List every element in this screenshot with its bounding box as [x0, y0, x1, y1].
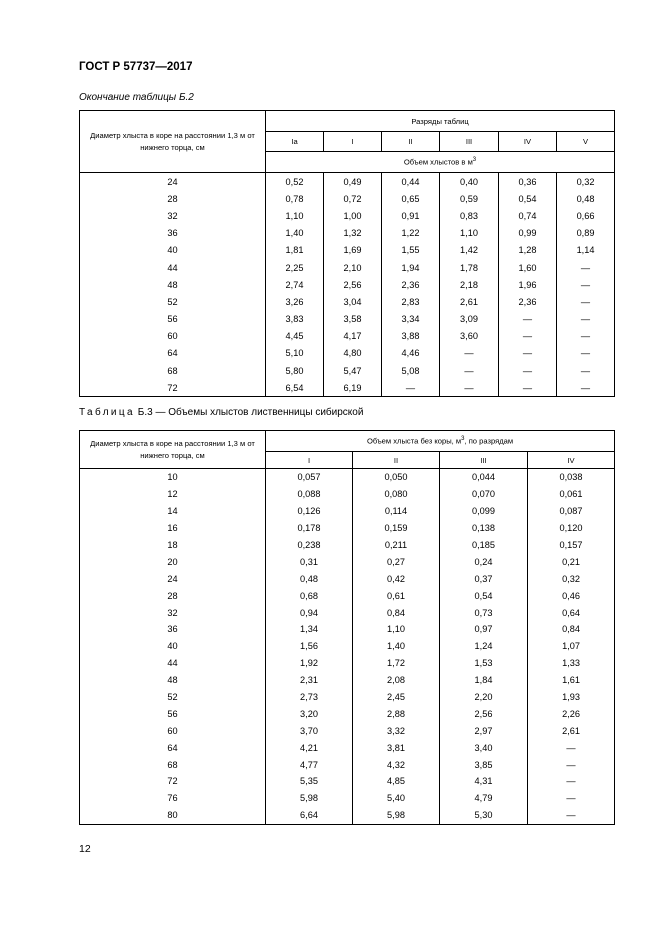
table-row	[80, 672, 615, 689]
value-cell: 3,88	[382, 328, 440, 345]
value-cell: 5,10	[266, 345, 324, 362]
value-cell: 2,36	[382, 276, 440, 293]
table-row	[80, 225, 615, 242]
table-row	[80, 705, 615, 722]
value-cell: 0,99	[499, 225, 557, 242]
volume-group-header: Объем хлыста без коры, $м^3$, по разрядам	[266, 431, 615, 452]
diameter-cell: 56	[80, 705, 266, 722]
column-header: III	[440, 132, 499, 152]
value-cell: —	[440, 345, 499, 362]
diameter-cell: 64	[80, 345, 266, 362]
table-row	[80, 173, 615, 191]
diameter-cell: 48	[80, 672, 266, 689]
value-cell: —	[499, 362, 557, 379]
value-cell: 4,85	[353, 773, 440, 790]
value-cell: —	[557, 293, 615, 310]
table-row	[80, 486, 615, 503]
diameter-cell: 52	[80, 293, 266, 310]
value-cell: 0,088	[266, 486, 353, 503]
table-row	[80, 328, 615, 345]
value-cell: 5,80	[266, 362, 324, 379]
diameter-cell: 36	[80, 225, 266, 242]
value-cell: —	[557, 345, 615, 362]
diameter-cell: 32	[80, 207, 266, 224]
value-cell: 0,37	[440, 570, 528, 587]
value-cell: 0,89	[557, 225, 615, 242]
value-cell: 0,48	[557, 190, 615, 207]
value-cell: 0,211	[353, 537, 440, 554]
value-cell: 2,83	[382, 293, 440, 310]
value-cell: 0,31	[266, 553, 353, 570]
value-cell: 1,10	[353, 621, 440, 638]
diameter-cell: 68	[80, 362, 266, 379]
value-cell: 1,07	[528, 638, 615, 655]
value-cell: —	[557, 328, 615, 345]
value-cell: 1,24	[440, 638, 528, 655]
table-row	[80, 276, 615, 293]
diameter-cell: 60	[80, 722, 266, 739]
value-cell: 0,64	[528, 604, 615, 621]
table-b3	[79, 430, 615, 825]
value-cell: —	[528, 807, 615, 824]
value-cell: 5,08	[382, 362, 440, 379]
value-cell: 3,09	[440, 311, 499, 328]
value-cell: 0,120	[528, 520, 615, 537]
value-cell: 4,21	[266, 739, 353, 756]
value-cell: 3,70	[266, 722, 353, 739]
value-cell: 2,25	[266, 259, 324, 276]
value-cell: 3,26	[266, 293, 324, 310]
value-cell: 4,17	[324, 328, 382, 345]
value-cell: 0,159	[353, 520, 440, 537]
value-cell: 2,18	[440, 276, 499, 293]
diameter-cell: 28	[80, 190, 266, 207]
table-row	[80, 379, 615, 397]
table-row	[80, 655, 615, 672]
value-cell: 1,55	[382, 242, 440, 259]
table-row	[80, 790, 615, 807]
diameter-cell: 72	[80, 773, 266, 790]
diameter-cell: 16	[80, 520, 266, 537]
table-row	[80, 689, 615, 706]
table-row	[80, 345, 615, 362]
value-cell: 0,157	[528, 537, 615, 554]
value-cell: 5,98	[353, 807, 440, 824]
value-cell: 4,46	[382, 345, 440, 362]
value-cell: 1,81	[266, 242, 324, 259]
page-number: 12	[79, 843, 91, 855]
value-cell: —	[557, 276, 615, 293]
value-cell: 0,24	[440, 553, 528, 570]
column-header: V	[557, 132, 615, 152]
table-row	[80, 469, 615, 486]
value-cell: 2,10	[324, 259, 382, 276]
diameter-cell: 80	[80, 807, 266, 824]
table-row	[80, 537, 615, 554]
value-cell: 0,080	[353, 486, 440, 503]
diameter-cell: 40	[80, 242, 266, 259]
value-cell: 0,59	[440, 190, 499, 207]
column-header: I	[266, 452, 353, 469]
value-cell: 4,77	[266, 756, 353, 773]
value-cell: 0,32	[528, 570, 615, 587]
value-cell: 0,52	[266, 173, 324, 191]
column-header: Ia	[266, 132, 324, 152]
value-cell: 0,91	[382, 207, 440, 224]
value-cell: —	[440, 362, 499, 379]
value-cell: 3,60	[440, 328, 499, 345]
value-cell: 0,42	[353, 570, 440, 587]
value-cell: 2,20	[440, 689, 528, 706]
value-cell: 0,126	[266, 503, 353, 520]
value-cell: —	[528, 739, 615, 756]
value-cell: 0,061	[528, 486, 615, 503]
table-row	[80, 570, 615, 587]
diameter-cell: 56	[80, 311, 266, 328]
value-cell: 5,40	[353, 790, 440, 807]
value-cell: 0,73	[440, 604, 528, 621]
value-cell: —	[528, 790, 615, 807]
value-cell: 1,22	[382, 225, 440, 242]
diameter-cell: 72	[80, 379, 266, 397]
value-cell: 0,54	[440, 587, 528, 604]
table-row	[80, 604, 615, 621]
value-cell: 1,00	[324, 207, 382, 224]
value-cell: 3,32	[353, 722, 440, 739]
value-cell: 0,114	[353, 503, 440, 520]
value-cell: 6,54	[266, 379, 324, 397]
value-cell: 0,84	[528, 621, 615, 638]
value-cell: 0,48	[266, 570, 353, 587]
column-header: IV	[528, 452, 615, 469]
value-cell: 0,54	[499, 190, 557, 207]
value-cell: 5,47	[324, 362, 382, 379]
value-cell: 1,28	[499, 242, 557, 259]
value-cell: 0,65	[382, 190, 440, 207]
table-row	[80, 242, 615, 259]
diameter-header: Диаметр хлыста в коре на расстоянии 1,3 м от нижнего торца, см	[80, 111, 266, 173]
value-cell: 0,74	[499, 207, 557, 224]
diameter-cell: 60	[80, 328, 266, 345]
value-cell: 1,61	[528, 672, 615, 689]
table-row	[80, 293, 615, 310]
value-cell: 0,087	[528, 503, 615, 520]
value-cell: 1,72	[353, 655, 440, 672]
diameter-cell: 44	[80, 655, 266, 672]
value-cell: 0,32	[557, 173, 615, 191]
value-cell: 2,56	[440, 705, 528, 722]
value-cell: 0,72	[324, 190, 382, 207]
diameter-cell: 18	[80, 537, 266, 554]
value-cell: 0,68	[266, 587, 353, 604]
value-cell: 1,10	[440, 225, 499, 242]
value-cell: 0,84	[353, 604, 440, 621]
value-cell: —	[528, 773, 615, 790]
value-cell: 5,35	[266, 773, 353, 790]
column-header: III	[440, 452, 528, 469]
value-cell: 0,78	[266, 190, 324, 207]
diameter-cell: 24	[80, 570, 266, 587]
value-cell: 1,56	[266, 638, 353, 655]
value-cell: 1,53	[440, 655, 528, 672]
diameter-cell: 76	[80, 790, 266, 807]
document-code: ГОСТ Р 57737—2017	[79, 61, 193, 73]
column-header: II	[382, 132, 440, 152]
value-cell: —	[499, 379, 557, 397]
diameter-cell: 14	[80, 503, 266, 520]
diameter-cell: 64	[80, 739, 266, 756]
value-cell: 3,20	[266, 705, 353, 722]
value-cell: 0,099	[440, 503, 528, 520]
value-cell: 3,81	[353, 739, 440, 756]
value-cell: —	[557, 259, 615, 276]
value-cell: 1,94	[382, 259, 440, 276]
value-cell: 0,40	[440, 173, 499, 191]
value-cell: 0,97	[440, 621, 528, 638]
value-cell: 0,038	[528, 469, 615, 486]
diameter-cell: 44	[80, 259, 266, 276]
value-cell: 4,45	[266, 328, 324, 345]
table-row	[80, 621, 615, 638]
value-cell: 1,34	[266, 621, 353, 638]
value-cell: 0,49	[324, 173, 382, 191]
column-header: II	[353, 452, 440, 469]
diameter-header: Диаметр хлыста в коре на расстоянии 1,3 м от нижнего торца, см	[80, 431, 266, 469]
value-cell: 2,88	[353, 705, 440, 722]
value-cell: 0,61	[353, 587, 440, 604]
value-cell: 4,31	[440, 773, 528, 790]
value-cell: 3,58	[324, 311, 382, 328]
table-b3-caption: Таблица Б.3 — Объемы хлыстов лиственницы сибирской	[79, 407, 364, 418]
value-cell: 2,61	[440, 293, 499, 310]
value-cell: —	[557, 311, 615, 328]
volume-unit-header: Объем хлыстов в $м^3$	[266, 152, 615, 173]
value-cell: 4,32	[353, 756, 440, 773]
value-cell: 1,93	[528, 689, 615, 706]
value-cell: 0,238	[266, 537, 353, 554]
value-cell: 1,33	[528, 655, 615, 672]
value-cell: 1,14	[557, 242, 615, 259]
value-cell: 1,78	[440, 259, 499, 276]
table-row	[80, 756, 615, 773]
table-row	[80, 773, 615, 790]
value-cell: 2,74	[266, 276, 324, 293]
value-cell: 4,80	[324, 345, 382, 362]
value-cell: 1,42	[440, 242, 499, 259]
value-cell: —	[557, 362, 615, 379]
value-cell: 3,40	[440, 739, 528, 756]
table-row	[80, 311, 615, 328]
value-cell: 1,32	[324, 225, 382, 242]
table-row	[80, 722, 615, 739]
diameter-cell: 48	[80, 276, 266, 293]
value-cell: 2,45	[353, 689, 440, 706]
value-cell: —	[557, 379, 615, 397]
value-cell: 2,56	[324, 276, 382, 293]
value-cell: 1,60	[499, 259, 557, 276]
diameter-cell: 12	[80, 486, 266, 503]
value-cell: —	[528, 756, 615, 773]
table-row	[80, 638, 615, 655]
value-cell: 2,36	[499, 293, 557, 310]
table-row	[80, 807, 615, 824]
diameter-cell: 20	[80, 553, 266, 570]
value-cell: 3,85	[440, 756, 528, 773]
value-cell: 3,83	[266, 311, 324, 328]
value-cell: 1,40	[353, 638, 440, 655]
column-header: IV	[499, 132, 557, 152]
table-b2-caption: Окончание таблицы Б.2	[79, 92, 194, 103]
value-cell: 2,97	[440, 722, 528, 739]
value-cell: 0,185	[440, 537, 528, 554]
diameter-cell: 10	[80, 469, 266, 486]
value-cell: 2,08	[353, 672, 440, 689]
value-cell: 6,64	[266, 807, 353, 824]
value-cell: 0,044	[440, 469, 528, 486]
value-cell: 1,84	[440, 672, 528, 689]
value-cell: 0,66	[557, 207, 615, 224]
value-cell: 0,057	[266, 469, 353, 486]
value-cell: 0,83	[440, 207, 499, 224]
value-cell: 0,27	[353, 553, 440, 570]
value-cell: —	[499, 328, 557, 345]
diameter-cell: 28	[80, 587, 266, 604]
value-cell: 0,44	[382, 173, 440, 191]
value-cell: 0,178	[266, 520, 353, 537]
value-cell: 0,36	[499, 173, 557, 191]
table-row	[80, 362, 615, 379]
value-cell: 4,79	[440, 790, 528, 807]
table-row	[80, 553, 615, 570]
diameter-cell: 40	[80, 638, 266, 655]
value-cell: 3,34	[382, 311, 440, 328]
table-row	[80, 739, 615, 756]
value-cell: 1,40	[266, 225, 324, 242]
class-group-header: Разряды таблиц	[266, 111, 615, 132]
value-cell: —	[499, 311, 557, 328]
value-cell: 1,92	[266, 655, 353, 672]
table-row	[80, 587, 615, 604]
value-cell: —	[499, 345, 557, 362]
table-row	[80, 190, 615, 207]
value-cell: 6,19	[324, 379, 382, 397]
value-cell: 0,050	[353, 469, 440, 486]
value-cell: —	[382, 379, 440, 397]
diameter-cell: 24	[80, 173, 266, 191]
column-header: I	[324, 132, 382, 152]
value-cell: 2,61	[528, 722, 615, 739]
value-cell: 2,73	[266, 689, 353, 706]
value-cell: 1,96	[499, 276, 557, 293]
value-cell: 2,31	[266, 672, 353, 689]
value-cell: 5,30	[440, 807, 528, 824]
table-row	[80, 520, 615, 537]
value-cell: 1,10	[266, 207, 324, 224]
value-cell: 0,138	[440, 520, 528, 537]
value-cell: 5,98	[266, 790, 353, 807]
diameter-cell: 32	[80, 604, 266, 621]
table-row	[80, 503, 615, 520]
value-cell: 0,070	[440, 486, 528, 503]
value-cell: 2,26	[528, 705, 615, 722]
value-cell: 0,46	[528, 587, 615, 604]
table-row	[80, 207, 615, 224]
diameter-cell: 36	[80, 621, 266, 638]
value-cell: 0,21	[528, 553, 615, 570]
value-cell: 1,69	[324, 242, 382, 259]
value-cell: —	[440, 379, 499, 397]
diameter-cell: 68	[80, 756, 266, 773]
diameter-cell: 52	[80, 689, 266, 706]
value-cell: 0,94	[266, 604, 353, 621]
table-b2	[79, 110, 615, 397]
table-row	[80, 259, 615, 276]
value-cell: 3,04	[324, 293, 382, 310]
